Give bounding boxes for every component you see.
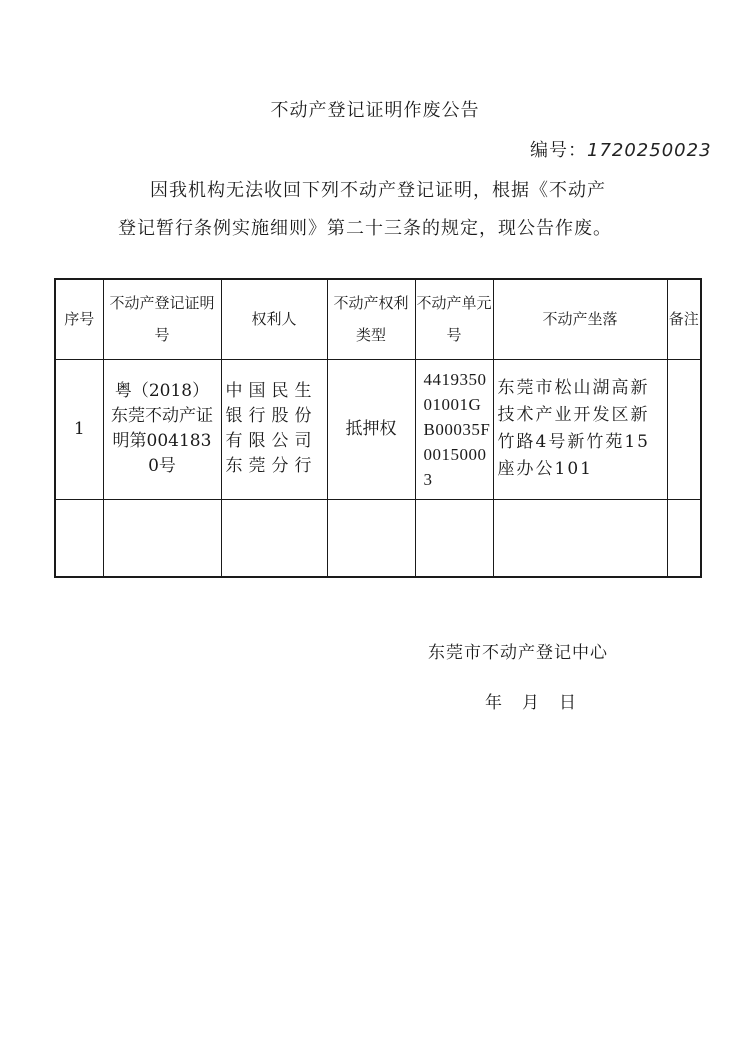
cell-unit-no bbox=[415, 499, 493, 577]
cell-right-type: 抵押权 bbox=[327, 359, 415, 499]
table-row bbox=[55, 359, 701, 499]
certificate-table-container bbox=[54, 278, 700, 576]
cell-location bbox=[493, 499, 667, 577]
header-unit-no: 不动产单元号 bbox=[415, 279, 493, 359]
header-right-type: 不动产权利类型 bbox=[327, 279, 415, 359]
cell-holder: 中国民生银行股份有限公司东莞分行 bbox=[221, 359, 327, 499]
cell-cert-no: 粤（2018）东莞不动产证明第0041830号 bbox=[103, 359, 221, 499]
header-holder: 权利人 bbox=[221, 279, 327, 359]
cell-holder bbox=[221, 499, 327, 577]
header-remark: 备注 bbox=[667, 279, 701, 359]
issue-date bbox=[485, 688, 576, 713]
announcement-paragraph-line-1: 因我机构无法收回下列不动产登记证明，根据《不动产 bbox=[150, 180, 606, 201]
cell-remark bbox=[667, 499, 701, 577]
date-month-label: 月 bbox=[522, 693, 539, 713]
date-year-label: 年 bbox=[485, 693, 502, 713]
cell-unit-no: 441935001001GB00035F00150003 bbox=[415, 359, 493, 499]
cell-location: 东莞市松山湖高新技术产业开发区新竹路4号新竹苑15座办公101 bbox=[493, 359, 667, 499]
announcement-paragraph-line-2: 登记暂行条例实施细则》第二十三条的规定，现公告作废。 bbox=[118, 218, 612, 239]
cell-serial bbox=[55, 499, 103, 577]
header-serial: 序号 bbox=[55, 279, 103, 359]
certificate-table bbox=[54, 278, 702, 578]
cell-remark bbox=[667, 359, 701, 499]
header-location: 不动产坐落 bbox=[493, 279, 667, 359]
document-number bbox=[530, 136, 712, 162]
document-number-value: 1720250023 bbox=[587, 140, 712, 161]
page-title: 不动产登记证明作废公告 bbox=[270, 100, 480, 121]
date-day-label: 日 bbox=[559, 693, 576, 713]
header-cert-no: 不动产登记证明号 bbox=[103, 279, 221, 359]
cell-right-type bbox=[327, 499, 415, 577]
table-header-row bbox=[55, 279, 701, 359]
issuing-organization: 东莞市不动产登记中心 bbox=[428, 643, 608, 663]
table-row bbox=[55, 499, 701, 577]
cell-cert-no bbox=[103, 499, 221, 577]
cell-serial: 1 bbox=[55, 359, 103, 499]
document-number-label: 编号： bbox=[530, 140, 587, 161]
